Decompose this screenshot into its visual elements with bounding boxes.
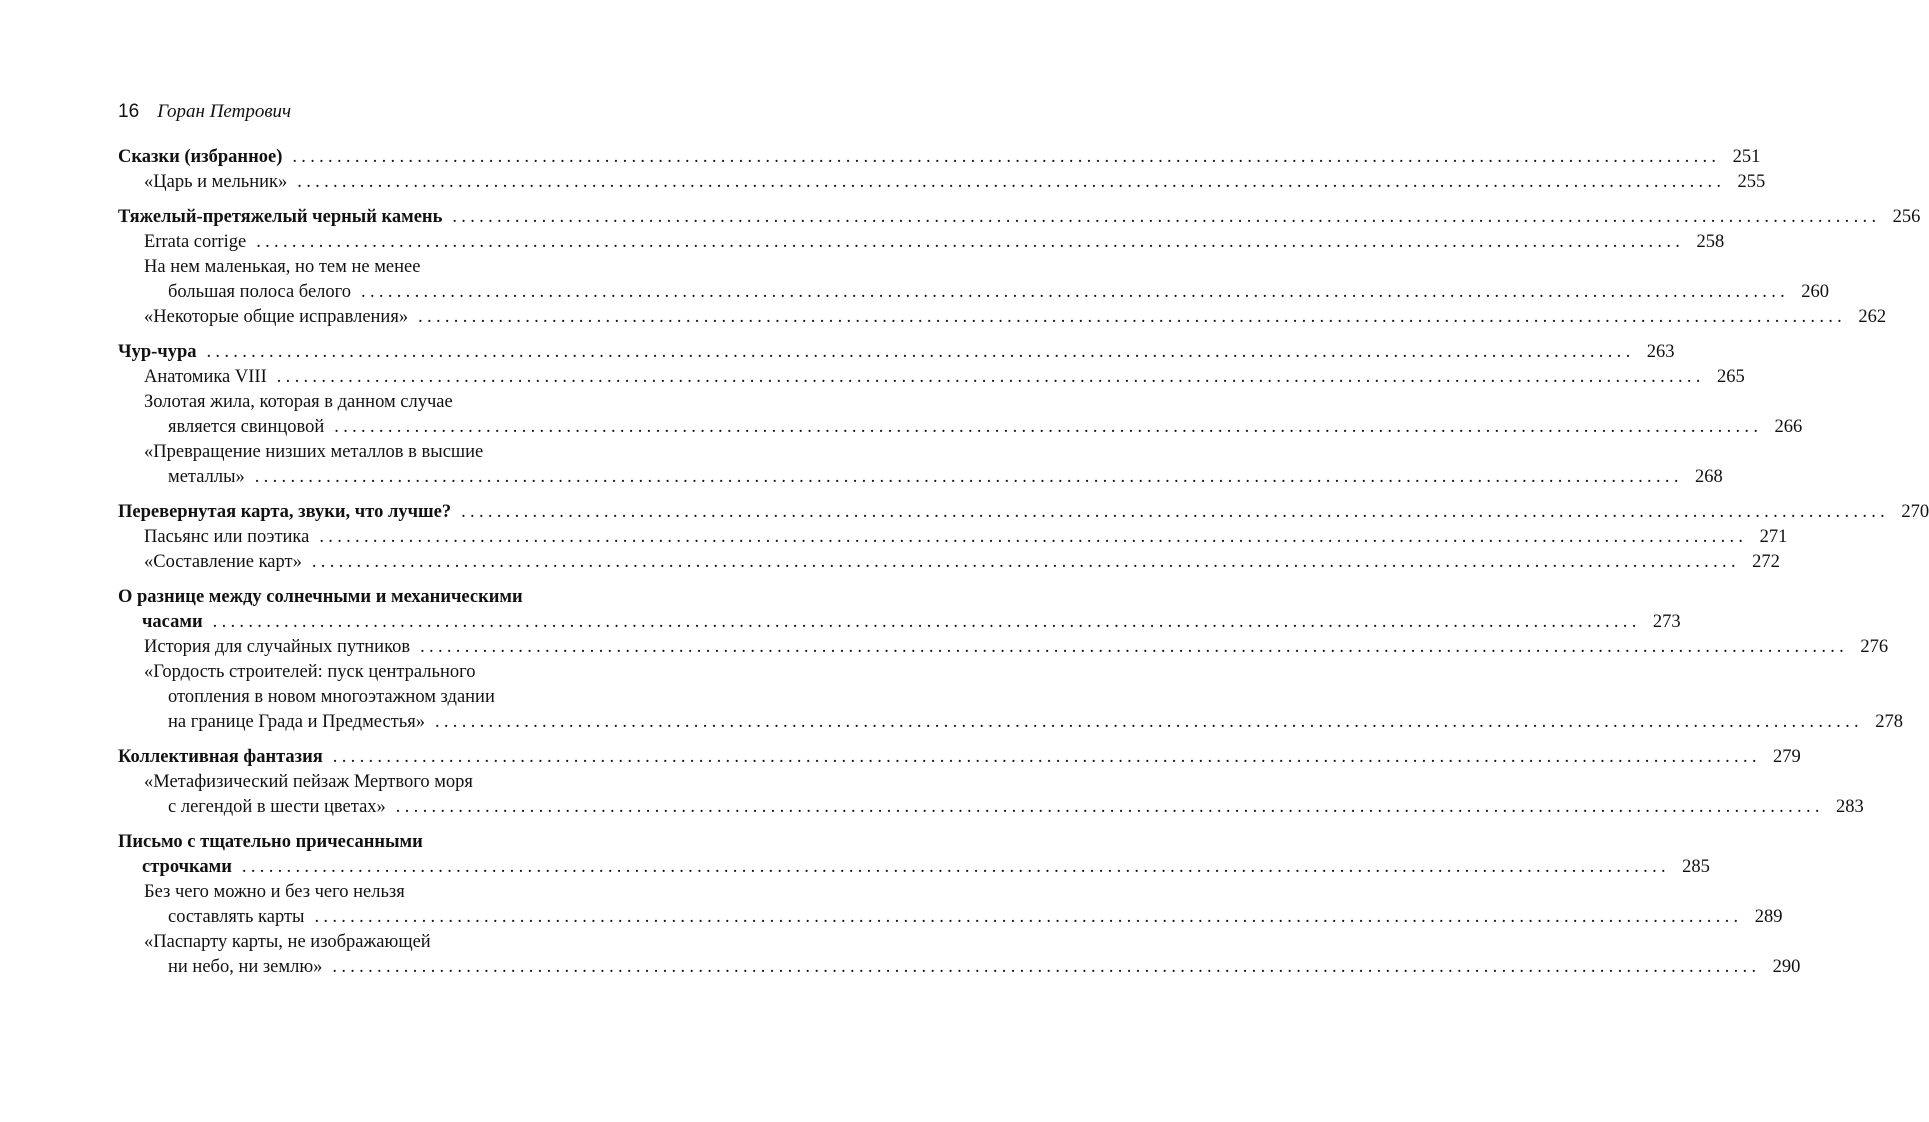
toc-entry-page: 278 xyxy=(1875,712,1903,732)
dot-leader: ................................................................................................................................................................ xyxy=(292,147,1721,167)
toc-entry-title: «Паспарту карты, не изображающей xyxy=(144,932,431,952)
toc-entry-page: 289 xyxy=(1754,907,1783,927)
toc-entry-title: на границе Града и Предместья» xyxy=(168,712,425,732)
dot-leader: ................................................................................................................................................................ xyxy=(212,612,1641,632)
toc-entry-title: Без чего можно и без чего нельзя xyxy=(144,882,405,902)
toc-entry-title: «Некоторые общие исправления» xyxy=(144,307,409,327)
dot-leader: ................................................................................................................................................................ xyxy=(297,172,1726,192)
dot-leader: ................................................................................................................................................................ xyxy=(452,207,1881,227)
toc-entry[interactable] xyxy=(118,710,1903,735)
toc-entry[interactable] xyxy=(118,230,1725,255)
toc-section xyxy=(118,585,1903,735)
toc-entry[interactable] xyxy=(118,795,1864,820)
dot-leader: ................................................................................................................................................................ xyxy=(256,232,1685,252)
toc-entry-title: является свинцовой xyxy=(168,417,325,437)
toc-entry-page: 258 xyxy=(1696,232,1725,252)
toc-entry-continued[interactable] xyxy=(118,770,632,795)
toc-entry[interactable] xyxy=(118,415,1803,440)
toc-entry-title: строчками xyxy=(142,857,232,877)
toc-entry-title: Перевернутая карта, звуки, что лучше? xyxy=(118,502,452,522)
toc-entry[interactable] xyxy=(118,745,1801,770)
toc-entry[interactable] xyxy=(118,365,1745,390)
toc-entry-continued[interactable] xyxy=(118,390,632,415)
toc-entry-page: 255 xyxy=(1737,172,1766,192)
toc-entry-title: Золотая жила, которая в данном случае xyxy=(144,392,453,412)
toc-entry[interactable] xyxy=(118,205,1921,230)
toc-entry-continued[interactable] xyxy=(118,585,632,610)
toc-entry-title: Errata corrige xyxy=(144,232,247,252)
toc-entry-title: Пасьянс или поэтика xyxy=(144,527,310,547)
dot-leader: ................................................................................................................................................................ xyxy=(206,342,1635,362)
toc-entry-title: «Составление карт» xyxy=(144,552,302,572)
toc-entry-page: 270 xyxy=(1901,502,1929,522)
toc-entry-title: металлы» xyxy=(168,467,245,487)
toc-entry-continued[interactable] xyxy=(118,880,632,905)
toc-entry[interactable] xyxy=(118,955,1801,980)
toc-entry-page: 256 xyxy=(1892,207,1921,227)
toc-entry-page: 265 xyxy=(1716,367,1745,387)
toc-entry[interactable] xyxy=(118,280,1830,305)
table-of-contents xyxy=(118,145,1929,990)
toc-entry[interactable] xyxy=(118,145,1761,170)
toc-entry-title: История для случайных путников xyxy=(144,637,411,657)
toc-entry-continued[interactable] xyxy=(118,830,632,855)
dot-leader: ................................................................................................................................................................ xyxy=(241,857,1670,877)
dot-leader: ................................................................................................................................................................ xyxy=(395,797,1824,817)
toc-entry-title: Чур-чура xyxy=(118,342,197,362)
toc-entry-title: с легендой в шести цветах» xyxy=(168,797,386,817)
dot-leader: ................................................................................................................................................................ xyxy=(434,712,1863,732)
toc-entry-continued[interactable] xyxy=(118,930,632,955)
toc-section xyxy=(118,830,1801,980)
toc-entry-page: 273 xyxy=(1652,612,1681,632)
toc-entry-continued[interactable] xyxy=(118,440,632,465)
dot-leader: ................................................................................................................................................................ xyxy=(311,552,1740,572)
toc-entry-page: 276 xyxy=(1860,637,1889,657)
toc-entry-page: 251 xyxy=(1732,147,1761,167)
toc-entry-continued[interactable] xyxy=(118,255,632,280)
dot-leader: ................................................................................................................................................................ xyxy=(319,527,1748,547)
dot-leader: ................................................................................................................................................................ xyxy=(334,417,1763,437)
toc-entry[interactable] xyxy=(118,550,1780,575)
toc-entry-page: 290 xyxy=(1772,957,1801,977)
dot-leader: ................................................................................................................................................................ xyxy=(314,907,1743,927)
toc-entry-page: 262 xyxy=(1858,307,1887,327)
toc-entry-title: На нем маленькая, но тем не менее xyxy=(144,257,421,277)
toc-entry[interactable] xyxy=(118,305,1887,330)
toc-entry-title: ни небо, ни землю» xyxy=(168,957,323,977)
toc-entry-title: «Царь и мельник» xyxy=(144,172,288,192)
toc-entry-page: 263 xyxy=(1646,342,1675,362)
dot-leader: ................................................................................................................................................................ xyxy=(254,467,1683,487)
dot-leader: ................................................................................................................................................................ xyxy=(461,502,1890,522)
toc-entry[interactable] xyxy=(118,500,1929,525)
toc-entry-title: Коллективная фантазия xyxy=(118,747,323,767)
toc-entry-title: Сказки (избранное) xyxy=(118,147,283,167)
toc-entry-title: Тяжелый-претяжелый черный камень xyxy=(118,207,443,227)
toc-entry-title: Письмо с тщательно причесанными xyxy=(118,832,423,852)
toc-entry-page: 272 xyxy=(1752,552,1780,572)
toc-entry-title: отопления в новом многоэтажном здании xyxy=(168,687,495,707)
toc-entry[interactable] xyxy=(118,635,1889,660)
toc-entry-page: 271 xyxy=(1759,527,1788,547)
toc-entry-page: 279 xyxy=(1773,747,1801,767)
toc-section xyxy=(118,340,1803,490)
toc-entry-page: 268 xyxy=(1695,467,1723,487)
toc-entry-title: составлять карты xyxy=(168,907,305,927)
toc-entry-page: 283 xyxy=(1836,797,1864,817)
running-head-author: Горан Петрович xyxy=(157,101,292,122)
toc-section xyxy=(118,500,1929,575)
toc-section xyxy=(118,205,1921,330)
toc-entry-title: О разнице между солнечными и механическими xyxy=(118,587,523,607)
page-number: 16 xyxy=(118,101,140,122)
toc-entry[interactable] xyxy=(118,465,1723,490)
toc-entry-page: 260 xyxy=(1801,282,1830,302)
dot-leader: ................................................................................................................................................................ xyxy=(361,282,1790,302)
toc-entry-title: Анатомика VIII xyxy=(144,367,267,387)
toc-entry[interactable] xyxy=(118,905,1783,930)
toc-entry-title: «Метафизический пейзаж Мертвого моря xyxy=(144,772,473,792)
toc-entry[interactable] xyxy=(118,340,1675,365)
toc-section xyxy=(118,145,1766,195)
dot-leader: ................................................................................................................................................................ xyxy=(276,367,1705,387)
dot-leader: ................................................................................................................................................................ xyxy=(418,307,1847,327)
toc-entry[interactable] xyxy=(118,170,1766,195)
dot-leader: ................................................................................................................................................................ xyxy=(332,747,1761,767)
toc-entry-continued[interactable] xyxy=(118,685,632,710)
toc-section xyxy=(118,745,1864,820)
toc-entry-title: «Гордость строителей: пуск центрального xyxy=(144,662,476,682)
toc-entry-title: большая полоса белого xyxy=(168,282,352,302)
toc-entry[interactable] xyxy=(118,855,1710,880)
dot-leader: ................................................................................................................................................................ xyxy=(332,957,1761,977)
toc-entry-continued[interactable] xyxy=(118,660,632,685)
toc-entry[interactable] xyxy=(118,525,1788,550)
running-header xyxy=(118,100,291,123)
toc-entry-title: часами xyxy=(142,612,203,632)
toc-entry-title: «Превращение низших металлов в высшие xyxy=(144,442,484,462)
toc-entry[interactable] xyxy=(118,610,1681,635)
toc-entry-page: 266 xyxy=(1774,417,1803,437)
toc-entry-page: 285 xyxy=(1682,857,1710,877)
dot-leader: ................................................................................................................................................................ xyxy=(420,637,1849,657)
